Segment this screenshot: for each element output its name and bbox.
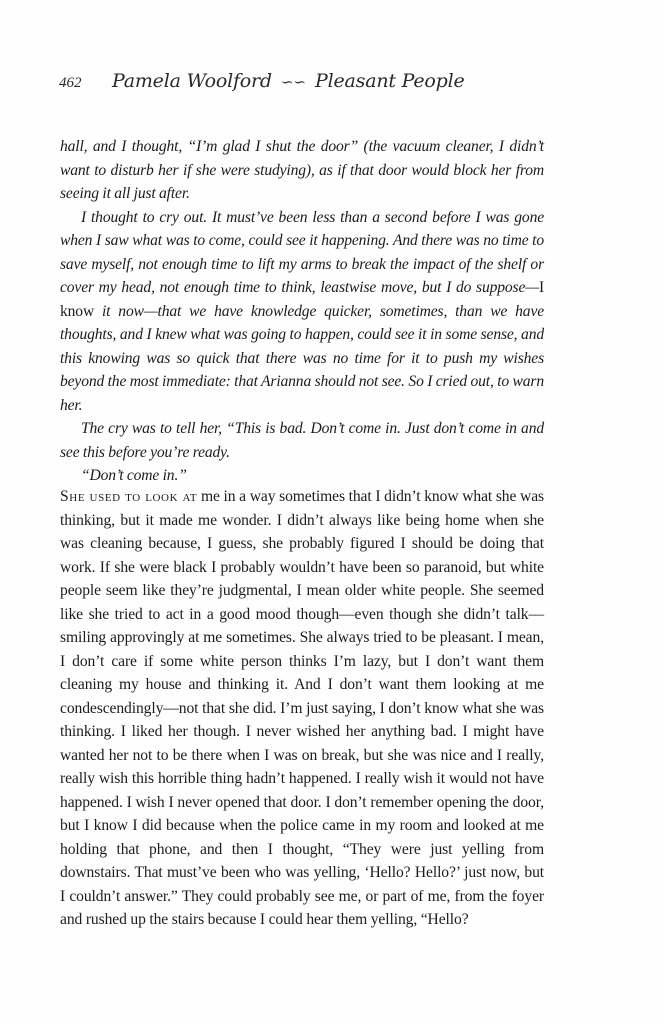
page-number: 462 — [59, 75, 82, 91]
section-lead-in: She used to look at — [60, 488, 198, 505]
italic-passage — [60, 135, 544, 488]
paragraph — [60, 485, 544, 932]
paragraph: hall, and I thought, “I’m glad I shut the door” (the vacuum cleaner, I didn’t want to disturb her if she were studying), as if that door would block her from seeing it all just after. — [60, 138, 544, 202]
paragraph-text: it now—that we have knowledge quicker, sometimes, than we have thoughts, and I knew what was going to happen, could see it in some sense, and this knowing was so quick that there was no time for it to push my wishes beyond the most immediate: that Arianna should not see. So I cried out, to warn her. — [60, 302, 544, 414]
author-name: Pamela Woolford — [112, 70, 272, 92]
story-title: Pleasant People — [315, 70, 465, 92]
paragraph-text: me in a way sometimes that I didn’t know what she was thinking, but it made me wonder. I didn’t always like being home when she was cleaning because, I guess, she probably figured I should be doing that work. If she were black I probably wouldn’t have been so paranoid, but white people seem like they’re judgmental, I mean older white people. She seemed like she tried to act in a good mood though—even though she didn’t talk—smiling approvingly at me sometimes. She always tried to be pleasant. I mean, I don’t care if some white person thinks I’m lazy, but I don’t want them cleaning my house and thinking it. And I don’t want them looking at me condescendingly—not that she did. I’m just saying, I don’t know what she was thinking. I liked her though. I never wished her anything bad. I might have wanted her not to be there when I was on break, but she was nice and I really, really wish this horrible thing hadn’t happened. I really wish it would not have happened. I wish I never opened that door. I don’t remember opening the door, but I know I did because when the police came in my room and looked at me holding that phone, and then I thought, “They were just yelling from downstairs. That must’ve been who was yelling, ‘Hello? Hello?’ just now, but I couldn’t answer.” They could probably see me, or part of me, from the foyer and rushed up the stairs because I could hear them yelling, “Hello? — [60, 488, 545, 928]
paragraph: “Don’t come in.” — [81, 467, 187, 484]
paragraph — [60, 206, 544, 418]
running-head — [59, 70, 465, 98]
emphasis-text: I know — [60, 279, 544, 320]
paragraph: The cry was to tell her, “This is bad. Don’t come in. Just don’t come in and see this before you’re ready. — [60, 420, 544, 461]
roman-passage — [60, 485, 544, 932]
ornament-icon: ∽∽ — [280, 75, 307, 91]
paragraph-text: I thought to cry out. It must’ve been less than a second before I was gone when I saw what was to come, could see it happening. And there was no time to save myself, not enough time to lift my arms to break the impact of the shelf or cover my head, not enough time to think, leastwise move, but I do suppose— — [60, 208, 544, 296]
